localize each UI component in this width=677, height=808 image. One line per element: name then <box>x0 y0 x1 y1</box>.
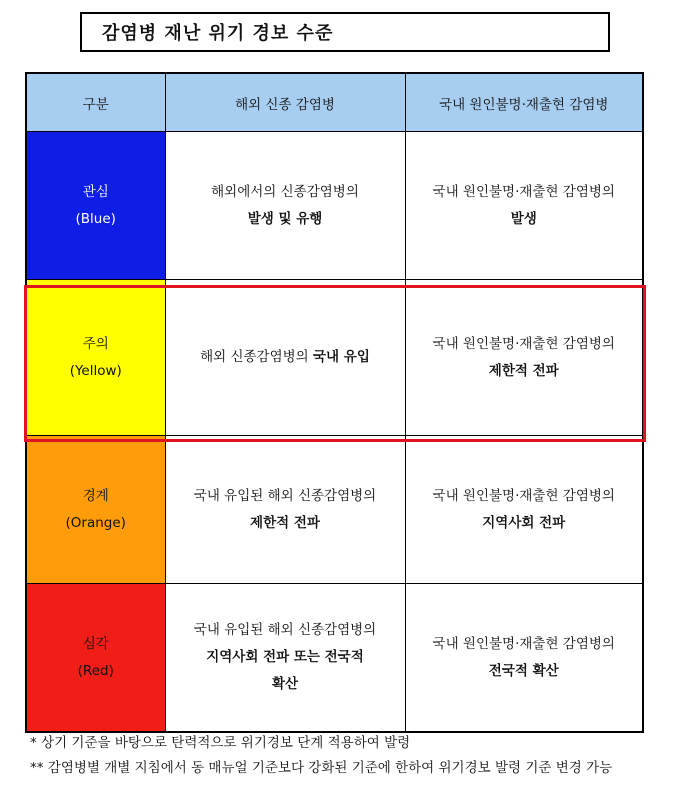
level-name: 관심 <box>82 183 109 200</box>
header-overseas: 해외 신종 감염병 <box>165 73 405 132</box>
overseas-text: 해외 신종감염병의 <box>200 349 309 365</box>
domestic-text: 국내 원인불명·재출현 감염병의 <box>432 183 615 200</box>
level-cell-orange <box>26 436 165 584</box>
domestic-cell <box>405 436 643 584</box>
overseas-emphasis: 국내 유입 <box>313 349 370 365</box>
overseas-emphasis: 제한적 전파 <box>250 514 320 531</box>
page-title-text: 감염병 재난 위기 경보 수준 <box>102 23 334 44</box>
overseas-cell <box>165 280 405 436</box>
domestic-emphasis: 전국적 확산 <box>488 662 559 679</box>
domestic-text: 국내 원인불명·재출현 감염병의 <box>432 335 615 352</box>
level-cell-blue <box>26 132 165 280</box>
level-name: 경계 <box>82 487 109 504</box>
overseas-emphasis: 지역사회 전파 또는 전국적 <box>206 649 364 665</box>
level-name: 주의 <box>82 335 109 352</box>
level-color-label: (Red) <box>77 662 114 679</box>
overseas-text: 국내 유입된 해외 신종감염병의 <box>193 622 377 638</box>
page-title <box>80 12 610 52</box>
level-cell-yellow <box>26 280 165 436</box>
overseas-emphasis: 발생 및 유행 <box>247 210 323 227</box>
table-row-orange <box>26 436 643 584</box>
domestic-cell <box>405 132 643 280</box>
domestic-cell <box>405 584 643 733</box>
table-row-red <box>26 584 643 733</box>
table-row-yellow <box>26 280 643 436</box>
overseas-text: 해외에서의 신종감염병의 <box>211 183 359 200</box>
overseas-cell <box>165 436 405 584</box>
overseas-text: 국내 유입된 해외 신종감염병의 <box>193 487 377 504</box>
domestic-emphasis: 제한적 전파 <box>488 362 559 379</box>
footnote-1: * 상기 기준을 바탕으로 탄력적으로 위기경보 단계 적용하여 발령 <box>30 735 411 751</box>
level-color-label: (Blue) <box>75 210 116 227</box>
level-cell-red <box>26 584 165 733</box>
overseas-cell <box>165 132 405 280</box>
level-color-label: (Orange) <box>65 514 126 531</box>
domestic-emphasis: 발생 <box>510 210 537 227</box>
alert-level-table <box>25 72 644 733</box>
domestic-text: 국내 원인불명·재출현 감염병의 <box>432 487 615 504</box>
level-name: 심각 <box>82 635 109 652</box>
domestic-emphasis: 지역사회 전파 <box>482 514 566 531</box>
domestic-cell <box>405 280 643 436</box>
header-category: 구분 <box>26 73 165 132</box>
table-header-row <box>26 73 643 132</box>
header-domestic: 국내 원인불명·재출현 감염병 <box>405 73 643 132</box>
table-row-blue <box>26 132 643 280</box>
footnote-2: ** 감염병별 개별 지침에서 동 매뉴얼 기준보다 강화된 기준에 한하여 위기경보 발령 기준 변경 가능 <box>30 760 613 776</box>
overseas-emphasis-cont: 확산 <box>271 676 299 692</box>
level-color-label: (Yellow) <box>69 362 122 379</box>
overseas-cell <box>165 584 405 733</box>
domestic-text: 국내 원인불명·재출현 감염병의 <box>432 635 615 652</box>
